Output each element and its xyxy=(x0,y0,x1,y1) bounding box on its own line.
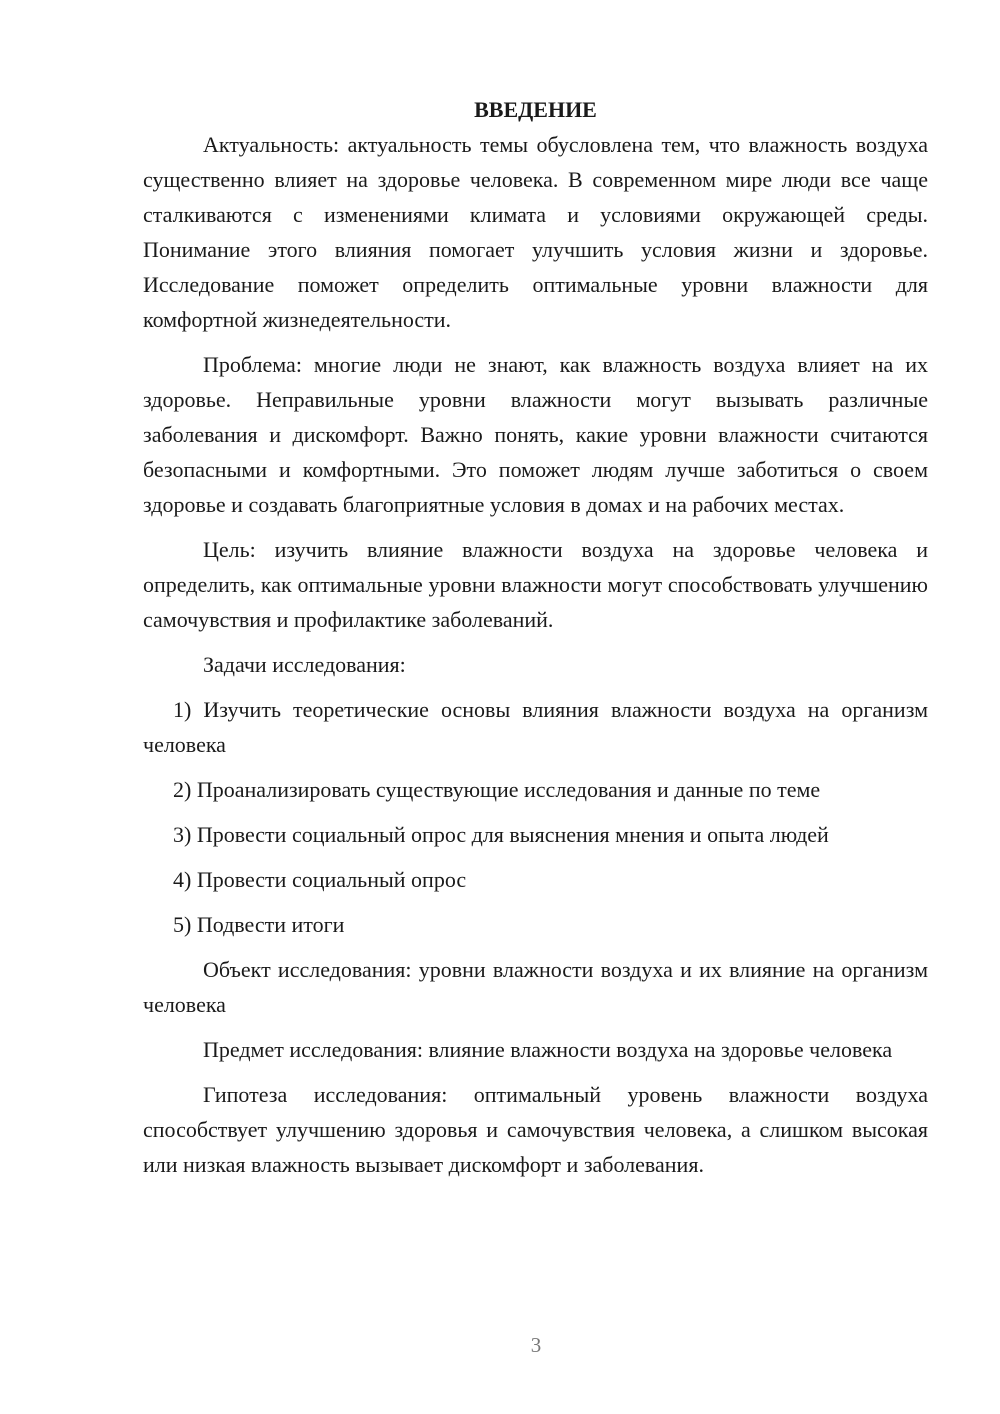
page-number: 3 xyxy=(530,1333,542,1357)
paragraph-relevance: Актуальность: актуальность темы обусловлена тем, что влажность воздуха существенно влияет на здоровье человека. В современном мире люди все чаще сталкиваются с изменениями климата и условиями окружающей среды. Понимание этого влияния помогает улучшить условия жизни и здоровье. Исследование поможет определить оптимальные уровни влажности для комфортной жизнедеятельности. xyxy=(143,132,928,332)
task-item-4: 4) Провести социальный опрос xyxy=(173,867,467,892)
paragraph-problem: Проблема: многие люди не знают, как влажность воздуха влияет на их здоровье. Неправильные уровни влажности могут вызывать различные заболевания и дискомфорт. Важно понять, какие уровни влажности считаются безопасными и комфортными. Это поможет людям лучше заботиться о своем здоровье и создавать благоприятные условия в домах и на рабочих местах. xyxy=(143,352,928,517)
task-item-3: 3) Провести социальный опрос для выяснения мнения и опыта людей xyxy=(173,822,829,847)
task-item-2: 2) Проанализировать существующие исследования и данные по теме xyxy=(173,777,821,802)
task-item-5: 5) Подвести итоги xyxy=(173,912,345,937)
task-item-1: 1) Изучить теоретические основы влияния влажности воздуха на организм человека xyxy=(143,697,928,757)
paragraph-object: Объект исследования: уровни влажности воздуха и их влияние на организм человека xyxy=(143,957,928,1017)
tasks-heading: Задачи исследования: xyxy=(203,652,406,677)
page-content xyxy=(143,92,928,1192)
page-title: ВВЕДЕНИЕ xyxy=(474,97,597,122)
paragraph-subject: Предмет исследования: влияние влажности воздуха на здоровье человека xyxy=(203,1037,893,1062)
paragraph-goal: Цель: изучить влияние влажности воздуха на здоровье человека и определить, как оптимальные уровни влажности могут способствовать улучшению самочувствия и профилактике заболеваний. xyxy=(143,537,928,632)
paragraph-hypothesis: Гипотеза исследования: оптимальный уровень влажности воздуха способствует улучшению здоровья и самочувствия человека, а слишком высокая или низкая влажность вызывает дискомфорт и заболевания. xyxy=(143,1082,928,1177)
